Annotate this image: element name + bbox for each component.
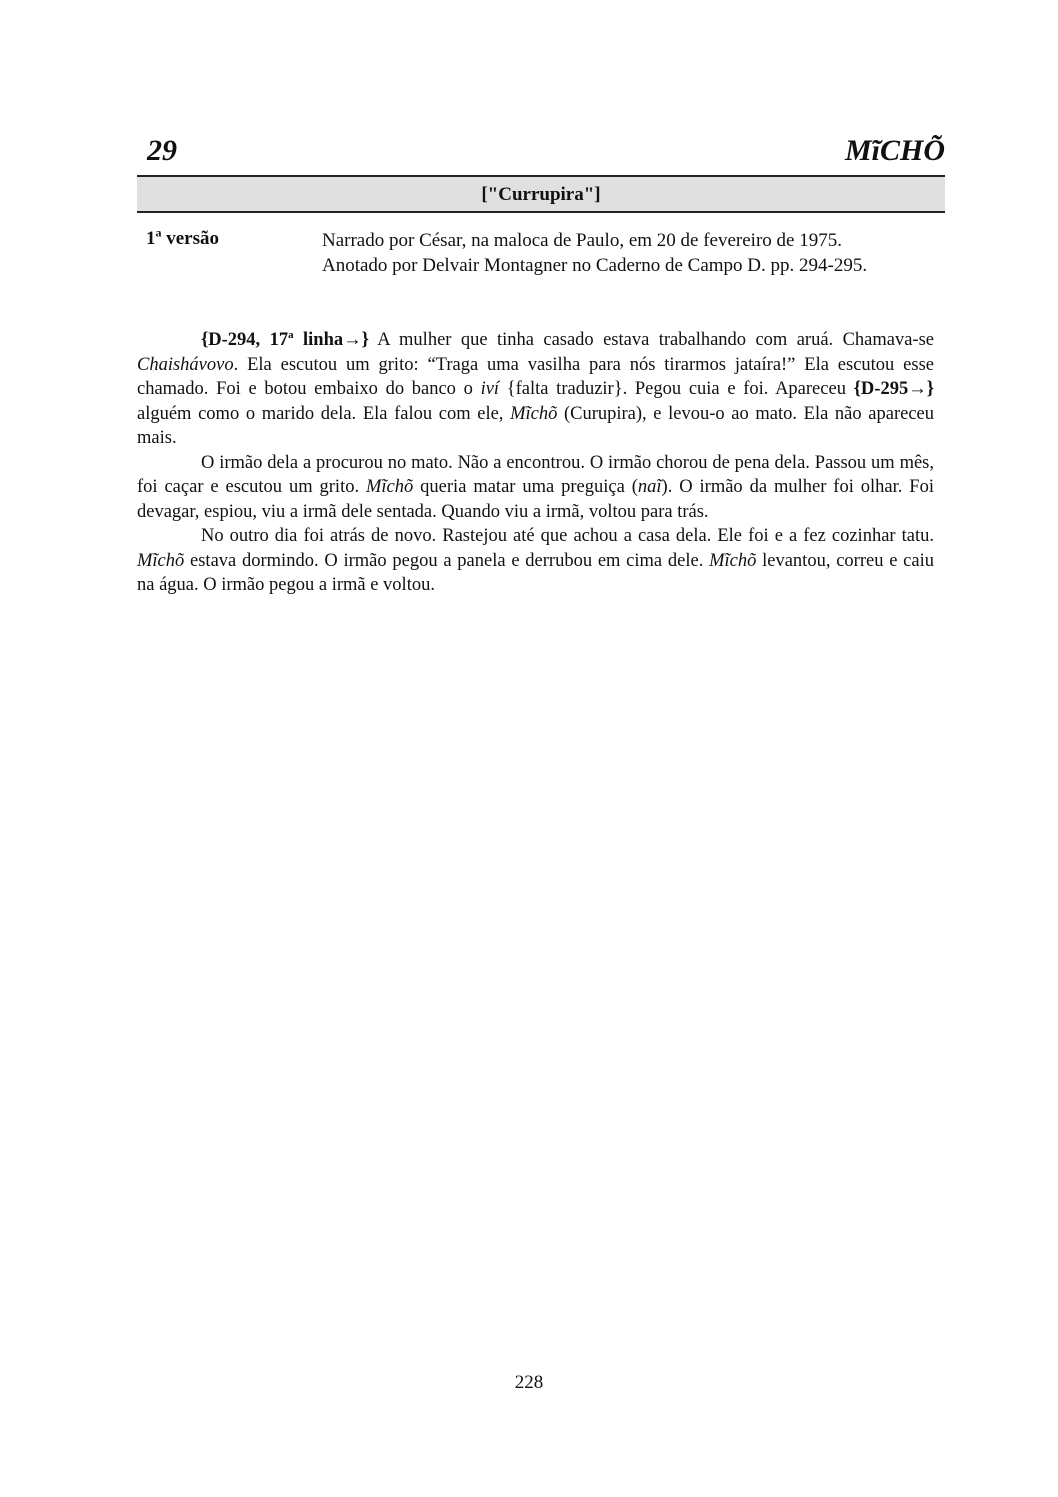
version-notation-line: Anotado por Delvair Montagner no Caderno de Campo D. pp. 294-295.: [322, 255, 868, 276]
italic-term: iví: [480, 379, 500, 399]
text-run: A mulher que tinha casado estava trabalhando com aruá. Chamava-se: [368, 330, 935, 350]
version-narration-line: Narrado por César, na maloca de Paulo, em 20 de fevereiro de 1975.: [322, 230, 842, 251]
ref-sup: a: [288, 328, 294, 341]
text-run: No outro dia foi atrás de novo. Rastejou até que achou a casa dela. Ele foi e a fez cozinhar tatu.: [201, 526, 934, 546]
italic-term: Mĩchõ: [137, 550, 185, 571]
version-word: versão: [161, 228, 220, 249]
subtitle-band: [137, 175, 945, 213]
italic-term: naĩ: [637, 477, 662, 497]
chapter-title: MĩCHÕ: [844, 134, 945, 167]
paragraph-1: [137, 328, 934, 451]
text-run: estava dormindo. O irmão pegou a panela e derrubou em cima dele.: [184, 550, 710, 571]
text-run: levantou, correu e caiu na água. O irmão pegou a irmã e voltou.: [137, 550, 934, 595]
italic-term: Chaishávovo: [137, 354, 234, 375]
version-info: [322, 228, 867, 278]
paragraph-2: [137, 451, 934, 525]
ref-part: {D-294, 17: [201, 330, 289, 350]
text-run: O irmão dela a procurou no mato. Não a encontrou. O irmão chorou de pena dela. Passou um mês, foi caçar e escutou um grito.: [137, 452, 934, 497]
ref-part: linha→}: [293, 330, 369, 350]
paragraph-3: [137, 524, 934, 598]
italic-term: Mĩchõ: [709, 550, 757, 571]
subtitle: ["Currupira"]: [481, 184, 601, 205]
version-ordinal: a: [155, 225, 162, 240]
version-number: 1: [146, 228, 156, 249]
text-run: queria matar uma preguiça (: [413, 477, 638, 497]
text-run: (Curupira), e levou-o ao mato. Ela não apareceu mais.: [137, 403, 934, 448]
text-run: . Ela escutou um grito: “Traga uma vasilha para nós tirarmos jataíra!” Ela escutou esse chamado. Foi e botou embaixo do banco o: [137, 354, 934, 399]
text-run: {falta traduzir}. Pegou cuia e foi. Apareceu: [499, 379, 854, 399]
chapter-number: 29: [147, 134, 177, 167]
text-run: alguém como o marido dela. Ela falou com ele,: [137, 403, 511, 424]
italic-term: Mĩchõ: [366, 477, 414, 497]
chapter-header: [137, 134, 945, 174]
field-reference: [201, 330, 369, 350]
page-number: 228: [514, 1372, 544, 1393]
version-label: [146, 225, 220, 250]
text-run: ). O irmão da mulher foi olhar. Foi devagar, espiou, viu a irmã dele sentada. Quando viu a irmã, voltou para trás.: [137, 477, 934, 522]
field-reference: {D-295→}: [853, 379, 934, 399]
narrative-body: [137, 328, 934, 598]
italic-term: Mĩchõ: [510, 403, 558, 424]
